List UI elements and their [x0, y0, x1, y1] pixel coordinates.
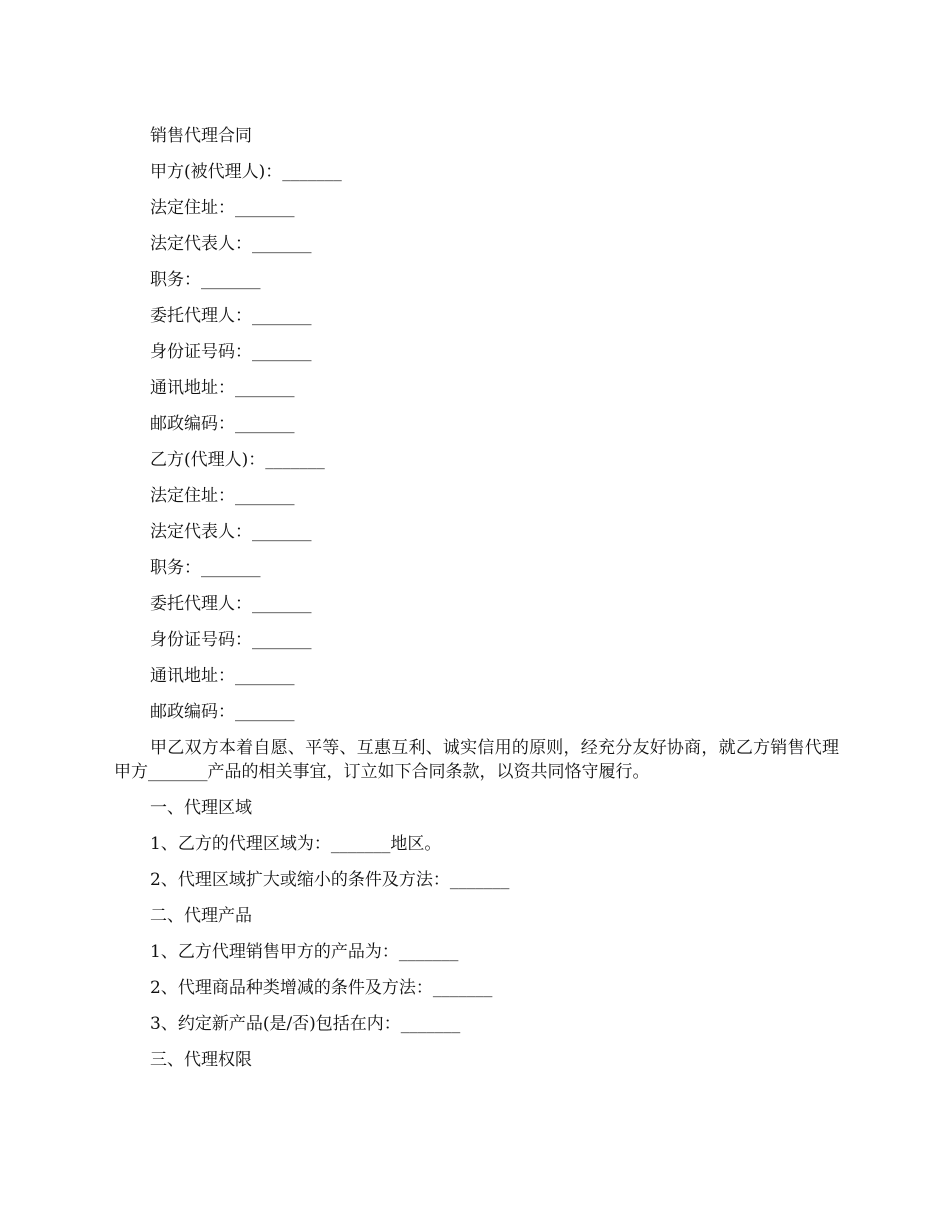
- section-heading-agency-products: 二、代理产品: [150, 906, 252, 926]
- party-b-name-line: 乙方(代理人)：_______: [150, 450, 325, 470]
- party-a-id-line: 身份证号码：_______: [150, 342, 312, 362]
- party-b-agent-line: 委托代理人：_______: [150, 594, 312, 614]
- section-heading-agency-region: 一、代理区域: [150, 798, 252, 818]
- party-b-postcode-line: 邮政编码：_______: [150, 702, 295, 722]
- document-body: [114, 118, 839, 1078]
- party-a-name-line: 甲方(被代理人)：_______: [150, 162, 342, 182]
- party-a-position-line: 职务：_______: [150, 270, 261, 290]
- party-b-position-line: 职务：_______: [150, 558, 261, 578]
- clause-region-2: 2、代理区域扩大或缩小的条件及方法：_______: [150, 870, 510, 890]
- clause-products-3: 3、约定新产品(是/否)包括在内：_______: [150, 1014, 461, 1034]
- party-a-postcode-line: 邮政编码：_______: [150, 414, 295, 434]
- document-title: 销售代理合同: [150, 126, 252, 146]
- clause-region-1: 1、乙方的代理区域为：_______地区。: [150, 834, 442, 854]
- intro-paragraph: 甲乙双方本着自愿、平等、互惠互利、诚实信用的原则，经充分友好协商，就乙方销售代理甲方_______产品的相关事宜，订立如下合同条款，以资共同恪守履行。: [114, 738, 839, 782]
- party-b-mail-address-line: 通讯地址：_______: [150, 666, 295, 686]
- party-a-mail-address-line: 通讯地址：_______: [150, 378, 295, 398]
- section-heading-agency-authority: 三、代理权限: [150, 1050, 252, 1070]
- party-b-legal-rep-line: 法定代表人：_______: [150, 522, 312, 542]
- clause-products-2: 2、代理商品种类增减的条件及方法：_______: [150, 978, 493, 998]
- party-a-agent-line: 委托代理人：_______: [150, 306, 312, 326]
- party-b-address-line: 法定住址：_______: [150, 486, 295, 506]
- party-a-legal-rep-line: 法定代表人：_______: [150, 234, 312, 254]
- clause-products-1: 1、乙方代理销售甲方的产品为：_______: [150, 942, 459, 962]
- party-b-id-line: 身份证号码：_______: [150, 630, 312, 650]
- party-a-address-line: 法定住址：_______: [150, 198, 295, 218]
